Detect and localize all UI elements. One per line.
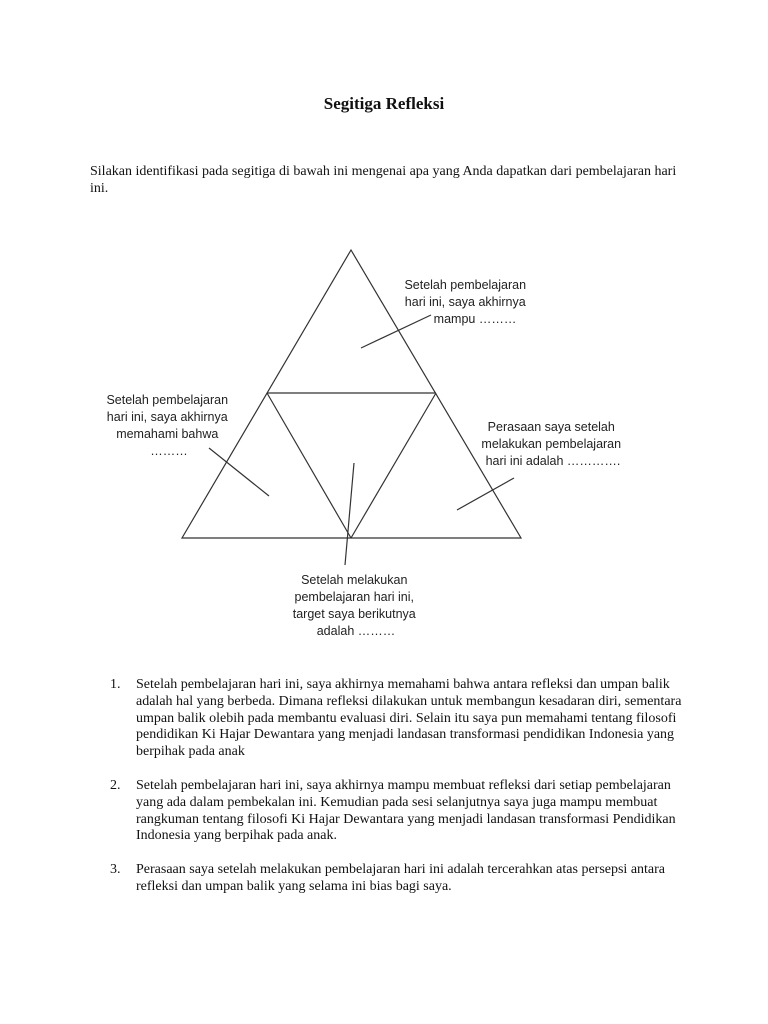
list-item-number: 3.: [110, 862, 121, 878]
left-section-label: Setelah pembelajaran hari ini, saya akhirnya memahami bahwa ………: [106, 393, 229, 458]
intro-paragraph: Silakan identifikasi pada segitiga di bawah ini mengenai apa yang Anda dapatkan dari pembelajaran hari ini.: [90, 164, 677, 196]
left-pointer-line: [209, 448, 269, 496]
bottom-pointer-line: [345, 463, 354, 565]
right-section-label: Perasaan saya setelah melakukan pembelajaran hari ini adalah ………….: [481, 420, 622, 468]
list-item-text: Setelah pembelajaran hari ini, saya akhirnya memahami bahwa antara refleksi dan umpan balik adalah hal yang berbeda. Dimana refleksi dilakukan untuk membangun kesadaran diri, sementara umpan balik olebih pada membantu evaluasi diri. Selain itu saya pun memahami tentang filosofi pendidikan Ki Hajar Dewantara yang menjadi landasan transformasi pendidikan Indonesia yang berpihak pada anak: [136, 677, 682, 760]
list-item: [110, 778, 690, 845]
inner-triangle-left-edge: [267, 393, 351, 538]
top-pointer-line: [361, 315, 431, 348]
top-section-label: Setelah pembelajaran hari ini, saya akhirnya mampu ………: [404, 278, 527, 326]
answer-list: [110, 677, 690, 913]
list-item: [110, 677, 690, 761]
list-item-number: 2.: [110, 777, 121, 793]
list-item-text: Perasaan saya setelah melakukan pembelajaran hari ini adalah tercerahkan atas persepsi antara refleksi dan umpan balik yang selama ini bias bagi saya.: [136, 862, 666, 894]
right-pointer-line: [457, 478, 514, 510]
list-item-number: 1.: [110, 677, 121, 692]
page-title: Segitiga Refleksi: [323, 94, 445, 113]
list-item-text: Setelah pembelajaran hari ini, saya akhirnya mampu membuat refleksi dari setiap pembelajaran yang ada dalam pembekalan ini. Kemudian pada sesi selanjutnya saya juga mampu membuat rangkuman tentang filosofi Ki Hajar Dewantara yang menjadi landasan transformasi Pendidikan Indonesia yang berpihak pada anak.: [136, 777, 676, 844]
inner-triangle-right-edge: [351, 393, 436, 538]
list-item: [110, 862, 690, 896]
bottom-section-label: Setelah melakukan pembelajaran hari ini, target saya berikutnya adalah ………: [292, 573, 416, 638]
